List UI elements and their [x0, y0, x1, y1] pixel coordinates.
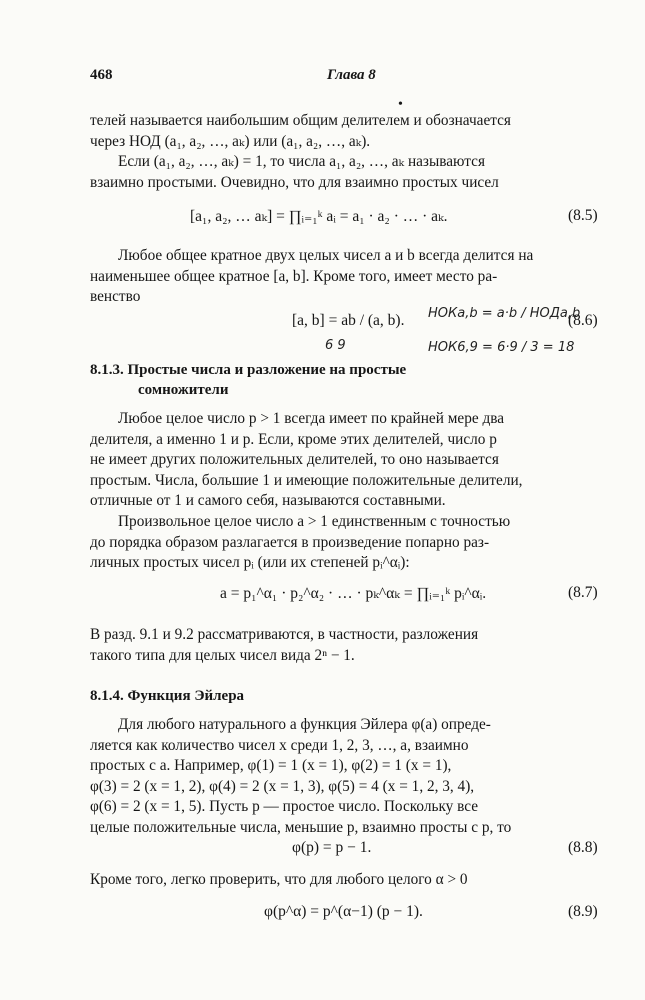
equation-8-7: a = p₁^α₁ · p₂^α₂ · … · pₖ^αₖ = ∏ᵢ₌₁ᵏ pᵢ^αᵢ.	[220, 585, 487, 602]
text-line: φ(3) = 2 (x = 1, 2), φ(4) = 2 (x = 1, 3), φ(5) = 4 (x = 1, 2, 3, 4),	[90, 777, 475, 795]
text-line: простых с a. Например, φ(1) = 1 (x = 1), φ(2) = 1 (x = 1),	[90, 757, 452, 774]
text-line: Произвольное целое число a > 1 единственным с точностью	[118, 513, 511, 530]
paragraph-3	[90, 246, 602, 308]
text-line: φ(6) = 2 (x = 1, 5). Пусть p — простое число. Поскольку все	[90, 798, 479, 815]
text-line: Любое целое число p > 1 всегда имеет по крайней мере два	[118, 410, 505, 427]
heading-line: 8.1.3. Простые числа и разложение на простые	[90, 362, 407, 378]
text-line: личных простых чисел pᵢ (или их степеней pᵢ^αᵢ):	[90, 554, 410, 571]
equation-8-8: φ(p) = p − 1.	[292, 839, 372, 856]
text-line: ляется как количество чисел x среди 1, 2, 3, …, a, взаимно	[90, 736, 469, 754]
paragraph-8	[90, 870, 602, 891]
text-line: Если (a₁, a₂, …, aₖ) = 1, то числа a₁, a₂, …, aₖ называются	[118, 153, 485, 170]
heading-line: сомножители	[138, 382, 229, 398]
paragraph-7	[90, 715, 602, 838]
paragraph-6	[90, 625, 602, 666]
text-line: через НОД (a₁, a₂, …, aₖ) или (a₁, a₂, …, aₖ).	[90, 132, 371, 150]
text-line: простым. Числа, большие 1 и имеющие положительные делители,	[90, 471, 523, 489]
handwritten-note: НОК6,9 = 6·9 / 3 = 18	[428, 340, 575, 355]
equation-8-9: φ(p^α) = p^(α−1) (p − 1).	[264, 903, 423, 920]
header-dot: •	[398, 97, 403, 112]
text-line: В разд. 9.1 и 9.2 рассматриваются, в частности, разложения	[90, 626, 479, 643]
equation-number: (8.8)	[568, 839, 598, 856]
text-line: отличные от 1 и самого себя, называются составными.	[90, 492, 446, 509]
paragraph-4	[90, 409, 602, 512]
text-line: Для любого натурального a функция Эйлера φ(a) опреде-	[118, 716, 491, 733]
text-line: телей называется наибольшим общим делителем и обозначается	[90, 112, 511, 129]
text-line: не имеет других положительных делителей, то оно называется	[90, 451, 499, 468]
section-heading	[90, 360, 406, 400]
text-line: взаимно простыми. Очевидно, что для взаимно простых чисел	[90, 173, 499, 191]
text-line: до порядка образом разлагается в произведение попарно раз-	[90, 533, 490, 551]
chapter-title: Глава 8	[327, 67, 376, 83]
paragraph-5	[90, 512, 602, 574]
equation-8-6: [a, b] = ab / (a, b).	[292, 312, 405, 329]
handwritten-note: 6 9	[325, 338, 346, 353]
equation-number: (8.9)	[568, 903, 598, 920]
paragraph-2	[90, 152, 602, 193]
text-line: наименьшее общее кратное [a, b]. Кроме того, имеет место ра-	[90, 267, 498, 285]
paragraph-1	[90, 111, 602, 152]
text-line: такого типа для целых чисел вида 2ⁿ − 1.	[90, 646, 355, 664]
text-line: делителя, а именно 1 и p. Если, кроме этих делителей, число p	[90, 430, 497, 448]
equation-number: (8.7)	[568, 584, 598, 601]
text-line: целые положительные числа, меньшие p, взаимно просты с p, то	[90, 818, 512, 836]
equation-number: (8.5)	[568, 207, 598, 224]
section-heading: 8.1.4. Функция Эйлера	[90, 688, 245, 704]
equation-8-5: [a₁, a₂, … aₖ] = ∏ᵢ₌₁ᵏ aᵢ = a₁ · a₂ · … · aₖ.	[190, 208, 448, 225]
handwritten-note: НОКa,b = a·b / НОДa,b	[428, 306, 581, 321]
page-number: 468	[90, 67, 113, 83]
text-line: венство	[90, 288, 141, 305]
equation-number: (8.6)	[568, 312, 598, 329]
text-line: Любое общее кратное двух целых чисел a и b всегда делится на	[118, 247, 534, 264]
text-line: Кроме того, легко проверить, что для любого целого α > 0	[90, 871, 468, 888]
